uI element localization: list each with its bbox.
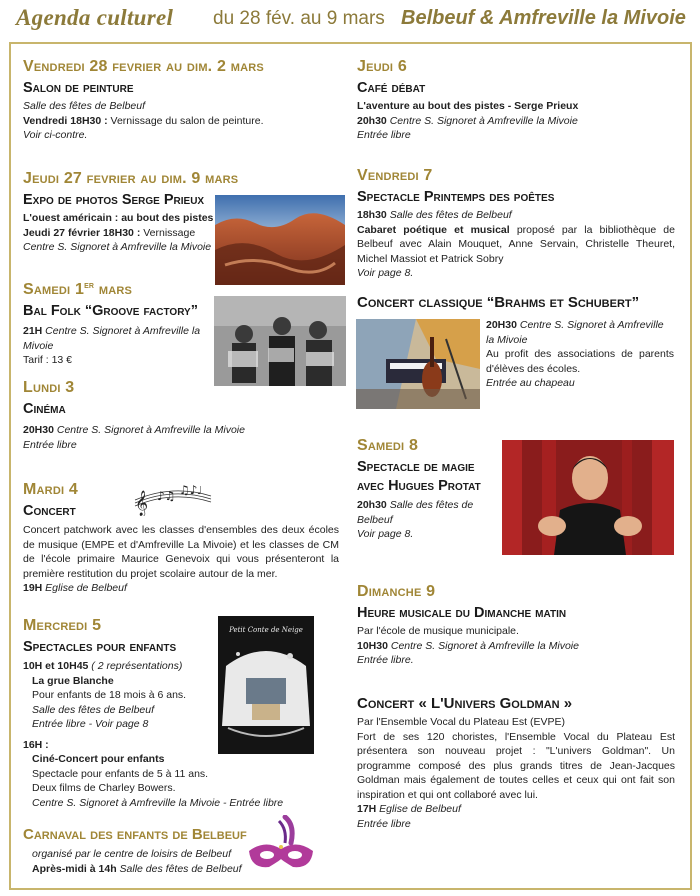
event-price: Tarif : 13 € xyxy=(23,354,73,366)
event-title: Spectacle Printemps des poêtes xyxy=(357,189,555,205)
event-time: 16H : xyxy=(23,738,49,751)
event-title-performer: avec Hugues Protat xyxy=(357,478,481,494)
page-header xyxy=(0,0,700,40)
event-title: Concert xyxy=(23,503,76,519)
event-place: Salle des fêtes de Belbeuf xyxy=(116,862,242,875)
show-title: Ciné-Concert pour enfants xyxy=(32,753,165,765)
show-title: La grue Blanche xyxy=(32,674,114,687)
event-title: Salon de peinture xyxy=(23,80,134,96)
event-place: Salle des fêtes de Belbeuf xyxy=(23,100,146,112)
event-subtitle: L'ouest américain : au bout des pistes xyxy=(23,212,214,224)
header-dates: du 28 fév. au 9 mars xyxy=(213,8,385,29)
event-title: Carnaval des enfants de Belbeuf xyxy=(23,826,247,843)
event-date: Lundi 3 xyxy=(23,379,75,396)
event-time: 20h30 xyxy=(357,499,387,511)
event-title: Café débat xyxy=(357,80,426,96)
event-place: Salle des fêtes de Belbeuf xyxy=(357,499,474,526)
poster-image xyxy=(218,616,314,754)
event-place: Centre S. Signoret à Amfreville la Mivoie xyxy=(23,241,212,253)
poster-title: Petit Conte de Neige xyxy=(229,626,303,634)
event-cafe-debat xyxy=(357,58,677,143)
event-title: Expo de photos Serge Prieux xyxy=(23,192,205,208)
event-subtitle: L'aventure au bout des pistes - Serge Prieux xyxy=(357,100,579,112)
event-time: 17H xyxy=(357,803,377,815)
event-date: Mardi 4 xyxy=(23,481,78,498)
event-title: Spectacle de magie xyxy=(357,459,475,475)
event-time: 20H30 xyxy=(486,319,517,331)
event-subtitle: Par l'Ensemble Vocal du Plateau Est (EVPE) xyxy=(357,716,566,728)
event-desc: proposé par la bibliothèque de Belbeuf avec Alain Mouquet, Anne Servain, Christelle Theuret, Michel Massiot et Patrick Sobry xyxy=(357,223,675,265)
event-salon-peinture xyxy=(23,58,343,143)
event-place: Eglise de Belbeuf xyxy=(42,582,127,594)
event-title: Cinéma xyxy=(23,401,66,417)
event-time: 10H30 xyxy=(357,639,388,652)
event-place: Centre S. Signoret à Amfreville la Mivoie xyxy=(386,114,578,127)
event-date: Mercredi 5 xyxy=(23,617,102,634)
event-date: Samedi 8 xyxy=(357,437,419,454)
event-date: Dimanche 9 xyxy=(357,583,436,600)
event-cinema xyxy=(23,379,343,452)
event-time: Après-midi à 14h xyxy=(32,862,117,875)
event-note: Voir page 8. xyxy=(357,267,414,279)
event-time: Vendredi 18H30 : xyxy=(23,114,108,127)
event-title: Heure musicale du Dimanche matin xyxy=(357,605,567,621)
header-places: Belbeuf & Amfreville la Mivoie xyxy=(401,7,686,29)
event-expo-photos xyxy=(23,170,239,255)
event-title: Concert classique “Brahms et Schubert” xyxy=(357,294,640,311)
event-note: Entrée libre xyxy=(23,438,77,451)
event-note: Entrée au chapeau xyxy=(486,377,575,389)
event-note: Voir page 8. xyxy=(357,528,414,540)
event-date: Jeudi 6 xyxy=(357,58,407,75)
event-date: Vendredi 28 fevrier au dim. 2 mars xyxy=(23,58,264,75)
event-place: Centre S. Signoret à Amfreville la Mivoie xyxy=(53,424,245,436)
event-time: 20h30 xyxy=(357,114,387,127)
event-desc: organisé par le centre de loisirs de Belbeuf xyxy=(32,848,232,860)
event-note: Entrée libre xyxy=(357,129,411,141)
svg-text:♪♫: ♪♫ xyxy=(157,489,176,503)
event-spectacle-magie xyxy=(357,437,507,542)
event-date: Samedi 1er mars xyxy=(23,280,133,298)
event-place: Eglise de Belbeuf xyxy=(376,803,461,815)
event-date: Jeudi 27 fevrier au dim. 9 mars xyxy=(23,170,239,187)
event-concert-goldman xyxy=(357,695,675,831)
event-concert-classique-details xyxy=(486,318,674,391)
event-desc: Vernissage du salon de peinture. xyxy=(107,114,264,127)
event-spectacles-enfants: Mercredi 5 Spectacles pour enfants 10H et 10H45 ( 2 représentations) La grue Blanche Pour enfants de 18 mois à 6 ans. Salle des fêtes de Belbeuf Entrée libre - Voir page 8 16H : Ciné-Concert pour enfants Spectacle pour enfants de 5 à 11 ans. Deux films de Charley Bowers. Centre S. Signoret à Amfreville la Mivoie - Entrée libre xyxy=(23,617,343,810)
event-bal-folk xyxy=(23,280,223,368)
event-time: 21H xyxy=(23,325,43,337)
event-time: 20H30 xyxy=(23,424,54,436)
event-printemps-poetes: Vendredi 7 Spectacle Printemps des poêtes 18h30 Salle des fêtes de Belbeuf Cabaret poétique et musical proposé par la bibliothèque de Belbeuf avec Alain Mouquet, Anne Servain, Christelle Theuret, Michel Massiot et Patrick Sobry Voir page 8. xyxy=(357,167,675,279)
event-place: Centre S. Signoret à Amfreville la Mivoie xyxy=(23,325,201,352)
band-photo-image xyxy=(214,296,346,386)
event-heure-musicale xyxy=(357,583,677,668)
event-time: Jeudi 27 février 18H30 : xyxy=(23,226,141,239)
magician-photo-image xyxy=(502,440,674,555)
event-title: Concert « L'Univers Goldman » xyxy=(357,695,573,712)
event-title: Spectacles pour enfants xyxy=(23,639,177,655)
event-desc: Par l'école de musique municipale. xyxy=(357,625,519,637)
music-notes-icon xyxy=(133,476,213,516)
event-title: Bal Folk “Groove factory” xyxy=(23,303,198,319)
header-title: Agenda culturel xyxy=(16,5,174,30)
event-place: Centre S. Signoret à Amfreville la Mivoie xyxy=(387,639,579,652)
event-note: Entrée libre xyxy=(357,817,411,830)
svg-text:𝄞: 𝄞 xyxy=(135,491,149,516)
photo-canyon-image xyxy=(215,195,345,285)
event-note: Entrée libre. xyxy=(357,654,414,666)
event-desc: Vernissage xyxy=(140,226,196,239)
event-desc: Fort de ses 120 choristes, l'Ensemble Vocal du Plateau Est présentera son nouveau projet : "L'univers Goldman". Un programme composé des plus grands titres de Jean-Jacques Goldman mais également de toutes celles et ceux qui ont fait son inspiration et qui ont collaboré avec lui. xyxy=(357,730,675,801)
svg-text:♫♪: ♫♪ xyxy=(179,483,198,497)
event-time: 19H xyxy=(23,582,43,594)
event-time: 18h30 xyxy=(357,209,387,221)
painting-instruments-image xyxy=(356,319,480,409)
event-place: Centre S. Signoret à Amfreville la Mivoie xyxy=(486,319,664,346)
event-desc: Au profit des associations de parents d'élèves des écoles. xyxy=(486,348,674,375)
event-note: Voir ci-contre. xyxy=(23,129,88,141)
event-date: Vendredi 7 xyxy=(357,167,433,184)
event-place: Salle des fêtes de Belbeuf xyxy=(386,209,512,221)
event-time: 10H et 10H45 xyxy=(23,660,89,672)
event-concert-classique xyxy=(357,294,677,311)
svg-text:♩: ♩ xyxy=(197,484,203,497)
event-desc: Concert patchwork avec les classes d'ensembles des deux écoles de musique (EMPE et d'Amfreville La Mivoie) et les classes de CM de l'école primaire Maurice Genevoix qui vous présenteront la première restitution du projet scolaire autour de la mer. xyxy=(23,524,339,580)
carnival-mask-icon xyxy=(245,815,317,877)
